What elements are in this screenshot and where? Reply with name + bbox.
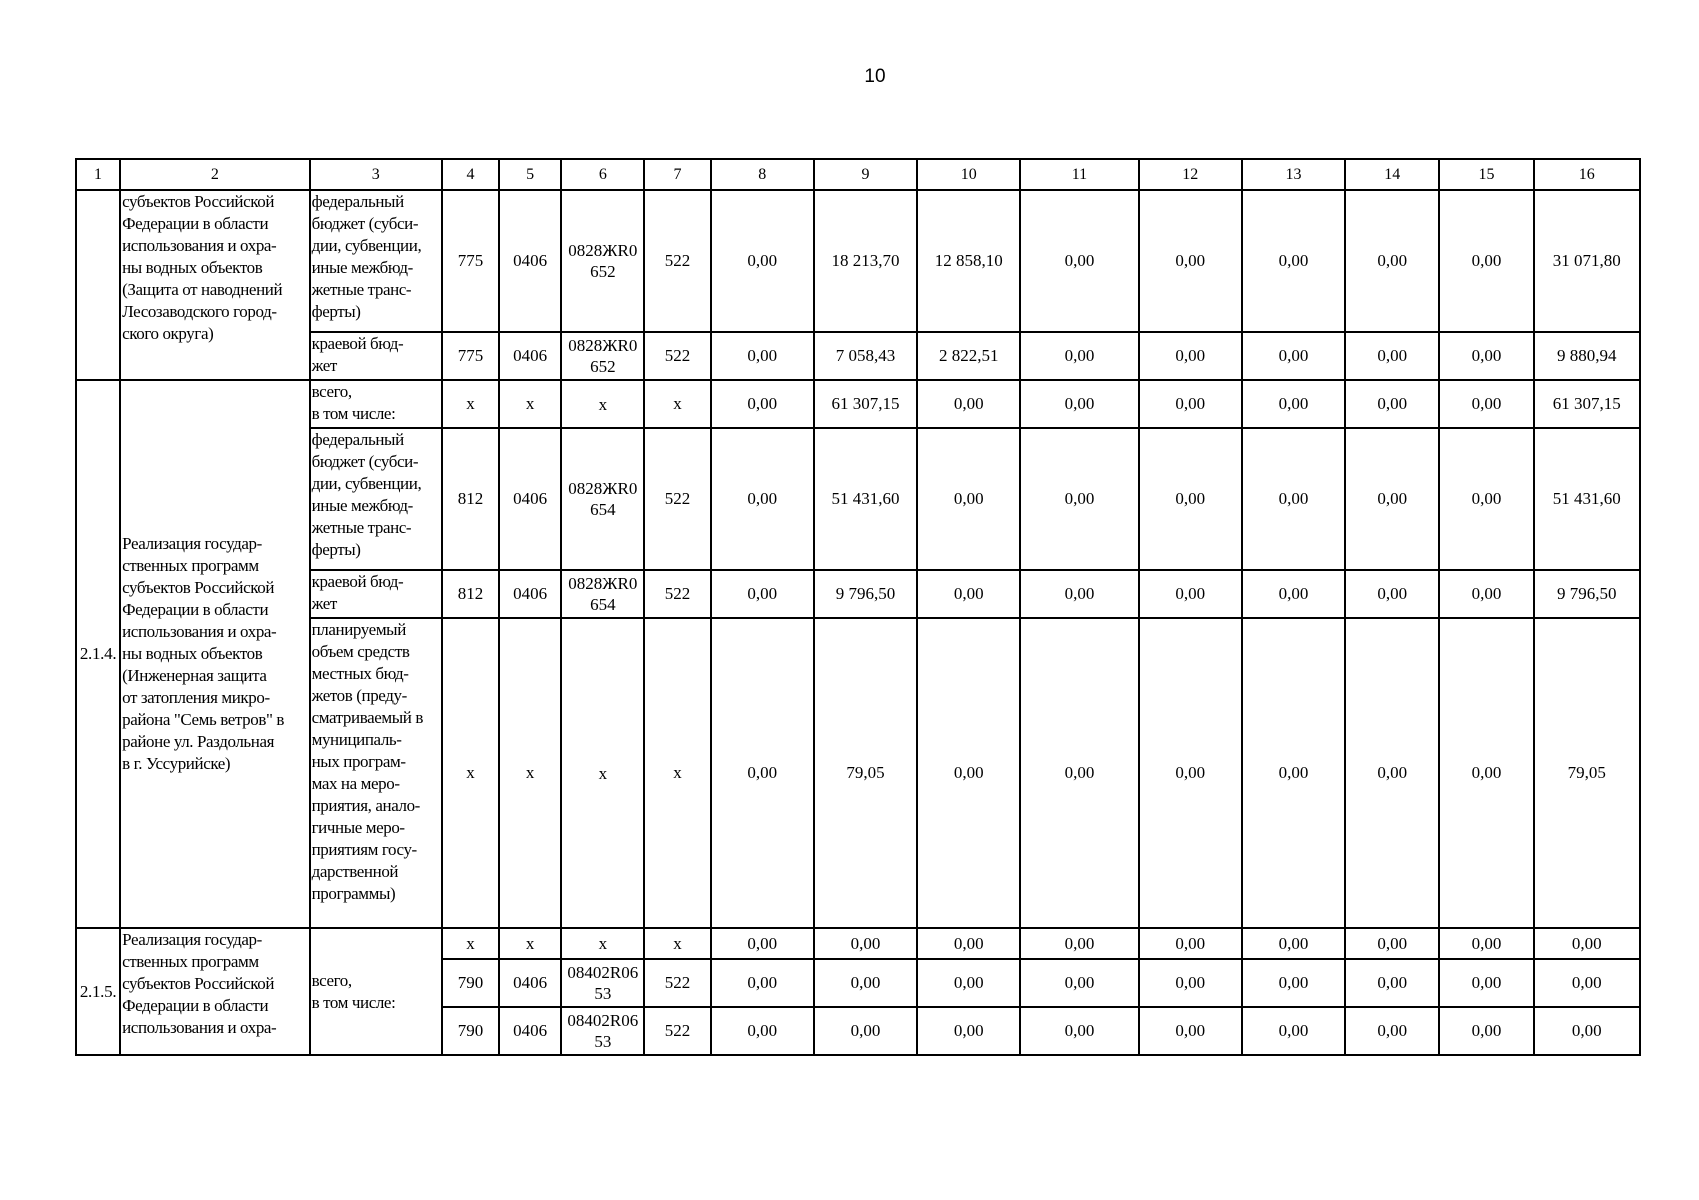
header-cell: 16 [1534, 159, 1640, 190]
code-cell: 775 [442, 332, 499, 380]
code-cell: 522 [644, 570, 710, 618]
table-row [76, 380, 1640, 428]
value-cell: 0,00 [711, 1007, 814, 1055]
value-cell: 0,00 [917, 380, 1020, 428]
value-cell: 0,00 [711, 928, 814, 959]
value-cell: 12 858,10 [917, 190, 1020, 332]
value-cell: 51 431,60 [814, 428, 917, 570]
funding-source-cell: краевой бюд- жет [310, 570, 442, 618]
value-cell: 79,05 [814, 618, 917, 928]
funding-source-cell: краевой бюд- жет [310, 332, 442, 380]
code-cell: x [644, 380, 710, 428]
value-cell: 0,00 [1020, 380, 1138, 428]
value-cell: 0,00 [1139, 332, 1242, 380]
value-cell: 7 058,43 [814, 332, 917, 380]
value-cell: 0,00 [711, 190, 814, 332]
code-cell: x [561, 380, 644, 428]
code-cell: 790 [442, 959, 499, 1007]
value-cell: 0,00 [711, 332, 814, 380]
header-cell: 3 [310, 159, 442, 190]
code-cell: 790 [442, 1007, 499, 1055]
value-cell: 9 796,50 [814, 570, 917, 618]
header-cell: 8 [711, 159, 814, 190]
value-cell: 0,00 [1139, 380, 1242, 428]
header-cell: 11 [1020, 159, 1138, 190]
value-cell: 0,00 [1439, 959, 1533, 1007]
value-cell: 79,05 [1534, 618, 1640, 928]
value-cell: 0,00 [1242, 380, 1345, 428]
measure-name-cell: Реализация государ- ственных программ субъектов Российской Федерации в области использования и охра- [120, 928, 309, 1055]
value-cell: 0,00 [1345, 332, 1439, 380]
code-cell: x [499, 380, 561, 428]
budget-table [75, 158, 1641, 1056]
code-cell: x [442, 928, 499, 959]
header-cell: 6 [561, 159, 644, 190]
funding-source-cell: всего, в том числе: [310, 928, 442, 1055]
code-cell: 522 [644, 428, 710, 570]
value-cell: 18 213,70 [814, 190, 917, 332]
value-cell: 0,00 [917, 570, 1020, 618]
value-cell: 0,00 [1345, 1007, 1439, 1055]
header-cell: 15 [1439, 159, 1533, 190]
value-cell: 0,00 [1020, 190, 1138, 332]
code-cell: 0406 [499, 190, 561, 332]
header-cell: 14 [1345, 159, 1439, 190]
value-cell: 0,00 [711, 380, 814, 428]
code-cell: 0406 [499, 1007, 561, 1055]
value-cell: 0,00 [1242, 959, 1345, 1007]
value-cell: 0,00 [711, 570, 814, 618]
code-cell: x [442, 618, 499, 928]
value-cell: 0,00 [1242, 332, 1345, 380]
value-cell: 0,00 [1020, 428, 1138, 570]
code-cell: 0406 [499, 959, 561, 1007]
value-cell: 0,00 [1534, 928, 1640, 959]
row-index-cell: 2.1.5. [76, 928, 120, 1055]
code-cell: 0406 [499, 428, 561, 570]
funding-source-cell: планируемый объем средств местных бюд- жетов (преду- сматриваемый в муниципаль- ных програм- мах на меро- приятия, анало- гичные меро- приятиям госу- дарственной программы) [310, 618, 442, 928]
value-cell: 0,00 [1020, 618, 1138, 928]
value-cell: 0,00 [1534, 1007, 1640, 1055]
value-cell: 0,00 [1439, 618, 1533, 928]
value-cell: 0,00 [1020, 332, 1138, 380]
code-cell: 775 [442, 190, 499, 332]
value-cell: 0,00 [711, 618, 814, 928]
header-cell: 1 [76, 159, 120, 190]
funding-source-cell: всего, в том числе: [310, 380, 442, 428]
header-cell: 13 [1242, 159, 1345, 190]
value-cell: 61 307,15 [814, 380, 917, 428]
value-cell: 0,00 [1439, 190, 1533, 332]
value-cell: 0,00 [1439, 570, 1533, 618]
value-cell: 0,00 [814, 959, 917, 1007]
value-cell: 0,00 [1139, 618, 1242, 928]
code-cell: 522 [644, 190, 710, 332]
measure-name-cell: субъектов Российской Федерации в области использования и охра- ны водных объектов (Защита от наводнений Лесозаводского город- ского округа) [120, 190, 309, 380]
value-cell: 0,00 [1242, 928, 1345, 959]
code-cell: x [499, 618, 561, 928]
value-cell: 0,00 [814, 928, 917, 959]
code-cell: 0828ЖR0 654 [561, 428, 644, 570]
value-cell: 0,00 [917, 928, 1020, 959]
value-cell: 0,00 [1345, 380, 1439, 428]
value-cell: 0,00 [1439, 380, 1533, 428]
value-cell: 0,00 [1139, 428, 1242, 570]
code-cell: x [561, 928, 644, 959]
value-cell: 0,00 [1345, 959, 1439, 1007]
funding-source-cell: федеральный бюджет (субси- дии, субвенции, иные межбюд- жетные транс- ферты) [310, 428, 442, 570]
table-row [76, 428, 1640, 570]
code-cell: x [644, 618, 710, 928]
value-cell: 0,00 [1020, 928, 1138, 959]
table-row [76, 928, 1640, 959]
table-row [76, 190, 1640, 332]
measure-name-cell: Реализация государ- ственных программ субъектов Российской Федерации в области использования и охра- ны водных объектов (Инженерная защита от затопления микро- района "Семь ветров" в районе ул. Раздольная в г. Уссурийске) [120, 380, 309, 928]
value-cell: 0,00 [917, 618, 1020, 928]
header-cell: 2 [120, 159, 309, 190]
code-cell: 812 [442, 428, 499, 570]
value-cell: 31 071,80 [1534, 190, 1640, 332]
value-cell: 0,00 [917, 959, 1020, 1007]
value-cell: 0,00 [1139, 190, 1242, 332]
value-cell: 0,00 [1242, 190, 1345, 332]
value-cell: 9 880,94 [1534, 332, 1640, 380]
code-cell: x [561, 618, 644, 928]
value-cell: 0,00 [1242, 1007, 1345, 1055]
value-cell: 0,00 [1242, 428, 1345, 570]
value-cell: 0,00 [1439, 928, 1533, 959]
header-cell: 12 [1139, 159, 1242, 190]
value-cell: 0,00 [1020, 1007, 1138, 1055]
page-number: 10 [864, 66, 886, 87]
code-cell: 522 [644, 1007, 710, 1055]
value-cell: 0,00 [1439, 1007, 1533, 1055]
table-row [76, 570, 1640, 618]
value-cell: 0,00 [1242, 618, 1345, 928]
value-cell: 0,00 [1139, 928, 1242, 959]
header-cell: 4 [442, 159, 499, 190]
value-cell: 2 822,51 [917, 332, 1020, 380]
code-cell: 08402R06 53 [561, 959, 644, 1007]
code-cell: x [442, 380, 499, 428]
value-cell: 0,00 [917, 1007, 1020, 1055]
code-cell: 0828ЖR0 652 [561, 332, 644, 380]
header-cell: 5 [499, 159, 561, 190]
value-cell: 0,00 [1345, 618, 1439, 928]
row-index-cell: 2.1.4. [76, 380, 120, 928]
value-cell: 0,00 [1439, 428, 1533, 570]
value-cell: 0,00 [1345, 570, 1439, 618]
code-cell: 522 [644, 959, 710, 1007]
value-cell: 0,00 [1242, 570, 1345, 618]
header-cell: 7 [644, 159, 710, 190]
table-header-row [76, 159, 1640, 190]
code-cell: 08402R06 53 [561, 1007, 644, 1055]
code-cell: 0406 [499, 332, 561, 380]
value-cell: 0,00 [1139, 570, 1242, 618]
value-cell: 0,00 [1020, 570, 1138, 618]
code-cell: 0406 [499, 570, 561, 618]
header-cell: 9 [814, 159, 917, 190]
code-cell: 522 [644, 332, 710, 380]
table-row [76, 618, 1640, 928]
value-cell: 9 796,50 [1534, 570, 1640, 618]
table-row [76, 332, 1640, 380]
value-cell: 0,00 [1534, 959, 1640, 1007]
value-cell: 0,00 [711, 959, 814, 1007]
value-cell: 0,00 [1345, 190, 1439, 332]
code-cell: x [499, 928, 561, 959]
value-cell: 0,00 [711, 428, 814, 570]
value-cell: 0,00 [1345, 928, 1439, 959]
value-cell: 0,00 [917, 428, 1020, 570]
header-cell: 10 [917, 159, 1020, 190]
value-cell: 51 431,60 [1534, 428, 1640, 570]
value-cell: 0,00 [1139, 959, 1242, 1007]
value-cell: 0,00 [1139, 1007, 1242, 1055]
code-cell: 0828ЖR0 652 [561, 190, 644, 332]
value-cell: 0,00 [1345, 428, 1439, 570]
value-cell: 0,00 [814, 1007, 917, 1055]
funding-source-cell: федеральный бюджет (субси- дии, субвенции, иные межбюд- жетные транс- ферты) [310, 190, 442, 332]
code-cell: 812 [442, 570, 499, 618]
code-cell: x [644, 928, 710, 959]
value-cell: 0,00 [1439, 332, 1533, 380]
value-cell: 61 307,15 [1534, 380, 1640, 428]
code-cell: 0828ЖR0 654 [561, 570, 644, 618]
row-index-cell [76, 190, 120, 380]
value-cell: 0,00 [1020, 959, 1138, 1007]
